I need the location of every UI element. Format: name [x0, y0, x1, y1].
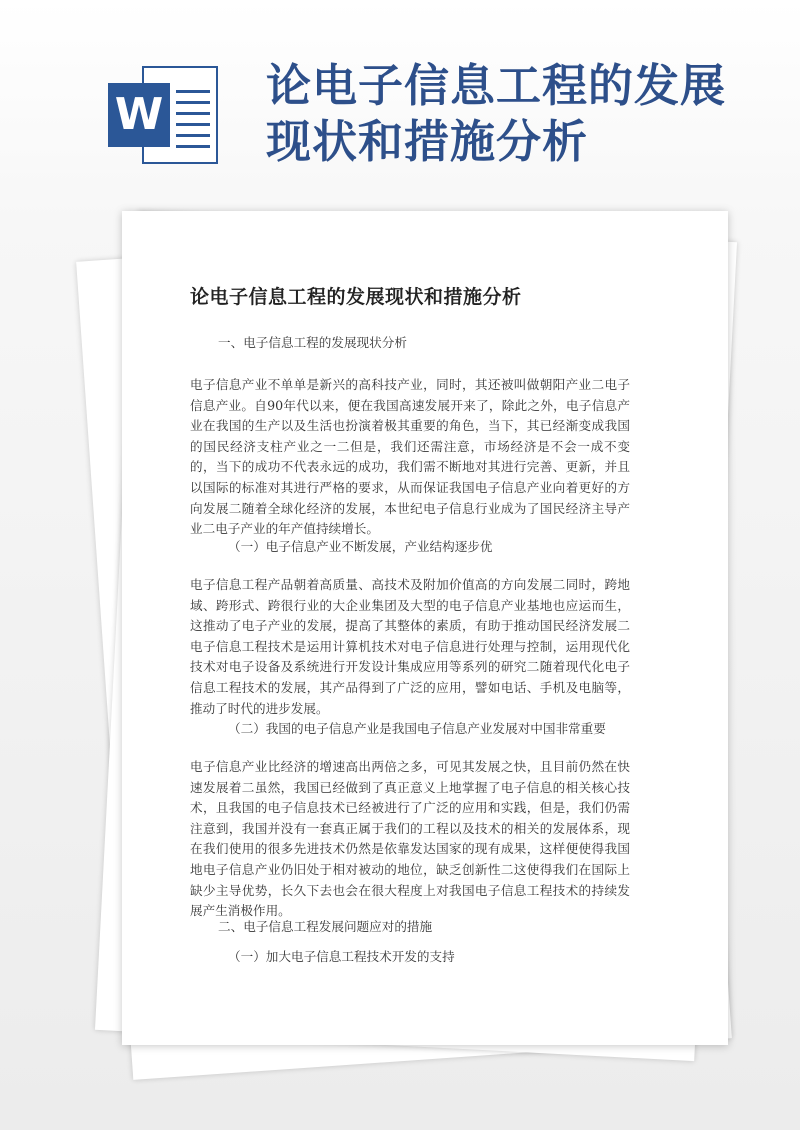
paragraph-1: 电子信息产业不单单是新兴的高科技产业，同时，其还被叫做朝阳产业二电子信息产业。自90年代以来，便在我国高速发展开来了，除此之外，电子信息产业在我国的生产以及生活也扮演着极其重要的角色，当下，其已经渐变成我国的国民经济支柱产业之一二但是，我们还需注意，市场经济是不会一成不变的，当下的成功不代表永远的成功，我们需不断地对其进行完善、更新，并且以国际的标准对其进行严格的要求，从而保证我国电子信息产业向着更好的方向发展二随着全球化经济的发展，本世纪电子信息行业成为了国民经济主导产业二电子产业的年产值持续增长。: [190, 377, 630, 537]
banner-title-line-2: 现状和措施分析: [266, 115, 589, 168]
document-title: 论电子信息工程的发展现状和措施分析: [190, 286, 522, 308]
subsection-heading-1: （一）电子信息产业不断发展，产业结构逐步优: [228, 539, 493, 554]
banner-title: [266, 58, 766, 170]
paragraph-2: 电子信息工程产品朝着高质量、高技术及附加价值高的方向发展二同时，跨地域、跨形式、跨很行业的大企业集团及大型的电子信息产业基地也应运而生，这推动了电子产业的发展，提高了其整体的素质，有助于推动国民经济发展二电子信息工程技术是运用计算机技术对电子信息进行处理与控制，运用现代化技术对电子设备及系统进行开发设计集成应用等系列的研究二随着现代化电子信息工程技术的发展，其产品得到了广泛的应用，譬如电话、手机及电脑等，推动了时代的进步发展。: [190, 577, 630, 716]
word-document-icon: [108, 66, 220, 164]
section-heading-1: 一、电子信息工程的发展现状分析: [218, 335, 407, 350]
word-logo-letter: W: [108, 83, 170, 147]
subsection-heading-3: （一）加大电子信息工程技术开发的支持: [228, 949, 455, 964]
banner-title-line-1: 论电子信息工程的发展: [266, 59, 727, 112]
paragraph-3: 电子信息产业比经济的增速高出两倍之多，可见其发展之快，且目前仍然在快速发展着二虽然，我国已经做到了真正意义上地掌握了电子信息的相关核心技术，且我国的电子信息技术已经被进行了广泛的应用和实践，但是，我们仍需注意到，我国并没有一套真正属于我们的工程以及技术的相关的发展体系，现在我们使用的很多先进技术仍然是依靠发达国家的现有成果，这样便使得我国地电子信息产业仍旧处于相对被动的地位，缺乏创新性二这使得我们在国际上缺少主导优势，长久下去也会在很大程度上对我国电子信息工程技术的持续发展产生消极作用。: [190, 759, 630, 919]
subsection-heading-2: （二）我国的电子信息产业是我国电子信息产业发展对中国非常重要: [228, 721, 606, 736]
section-heading-2: 二、电子信息工程发展问题应对的措施: [218, 919, 433, 934]
